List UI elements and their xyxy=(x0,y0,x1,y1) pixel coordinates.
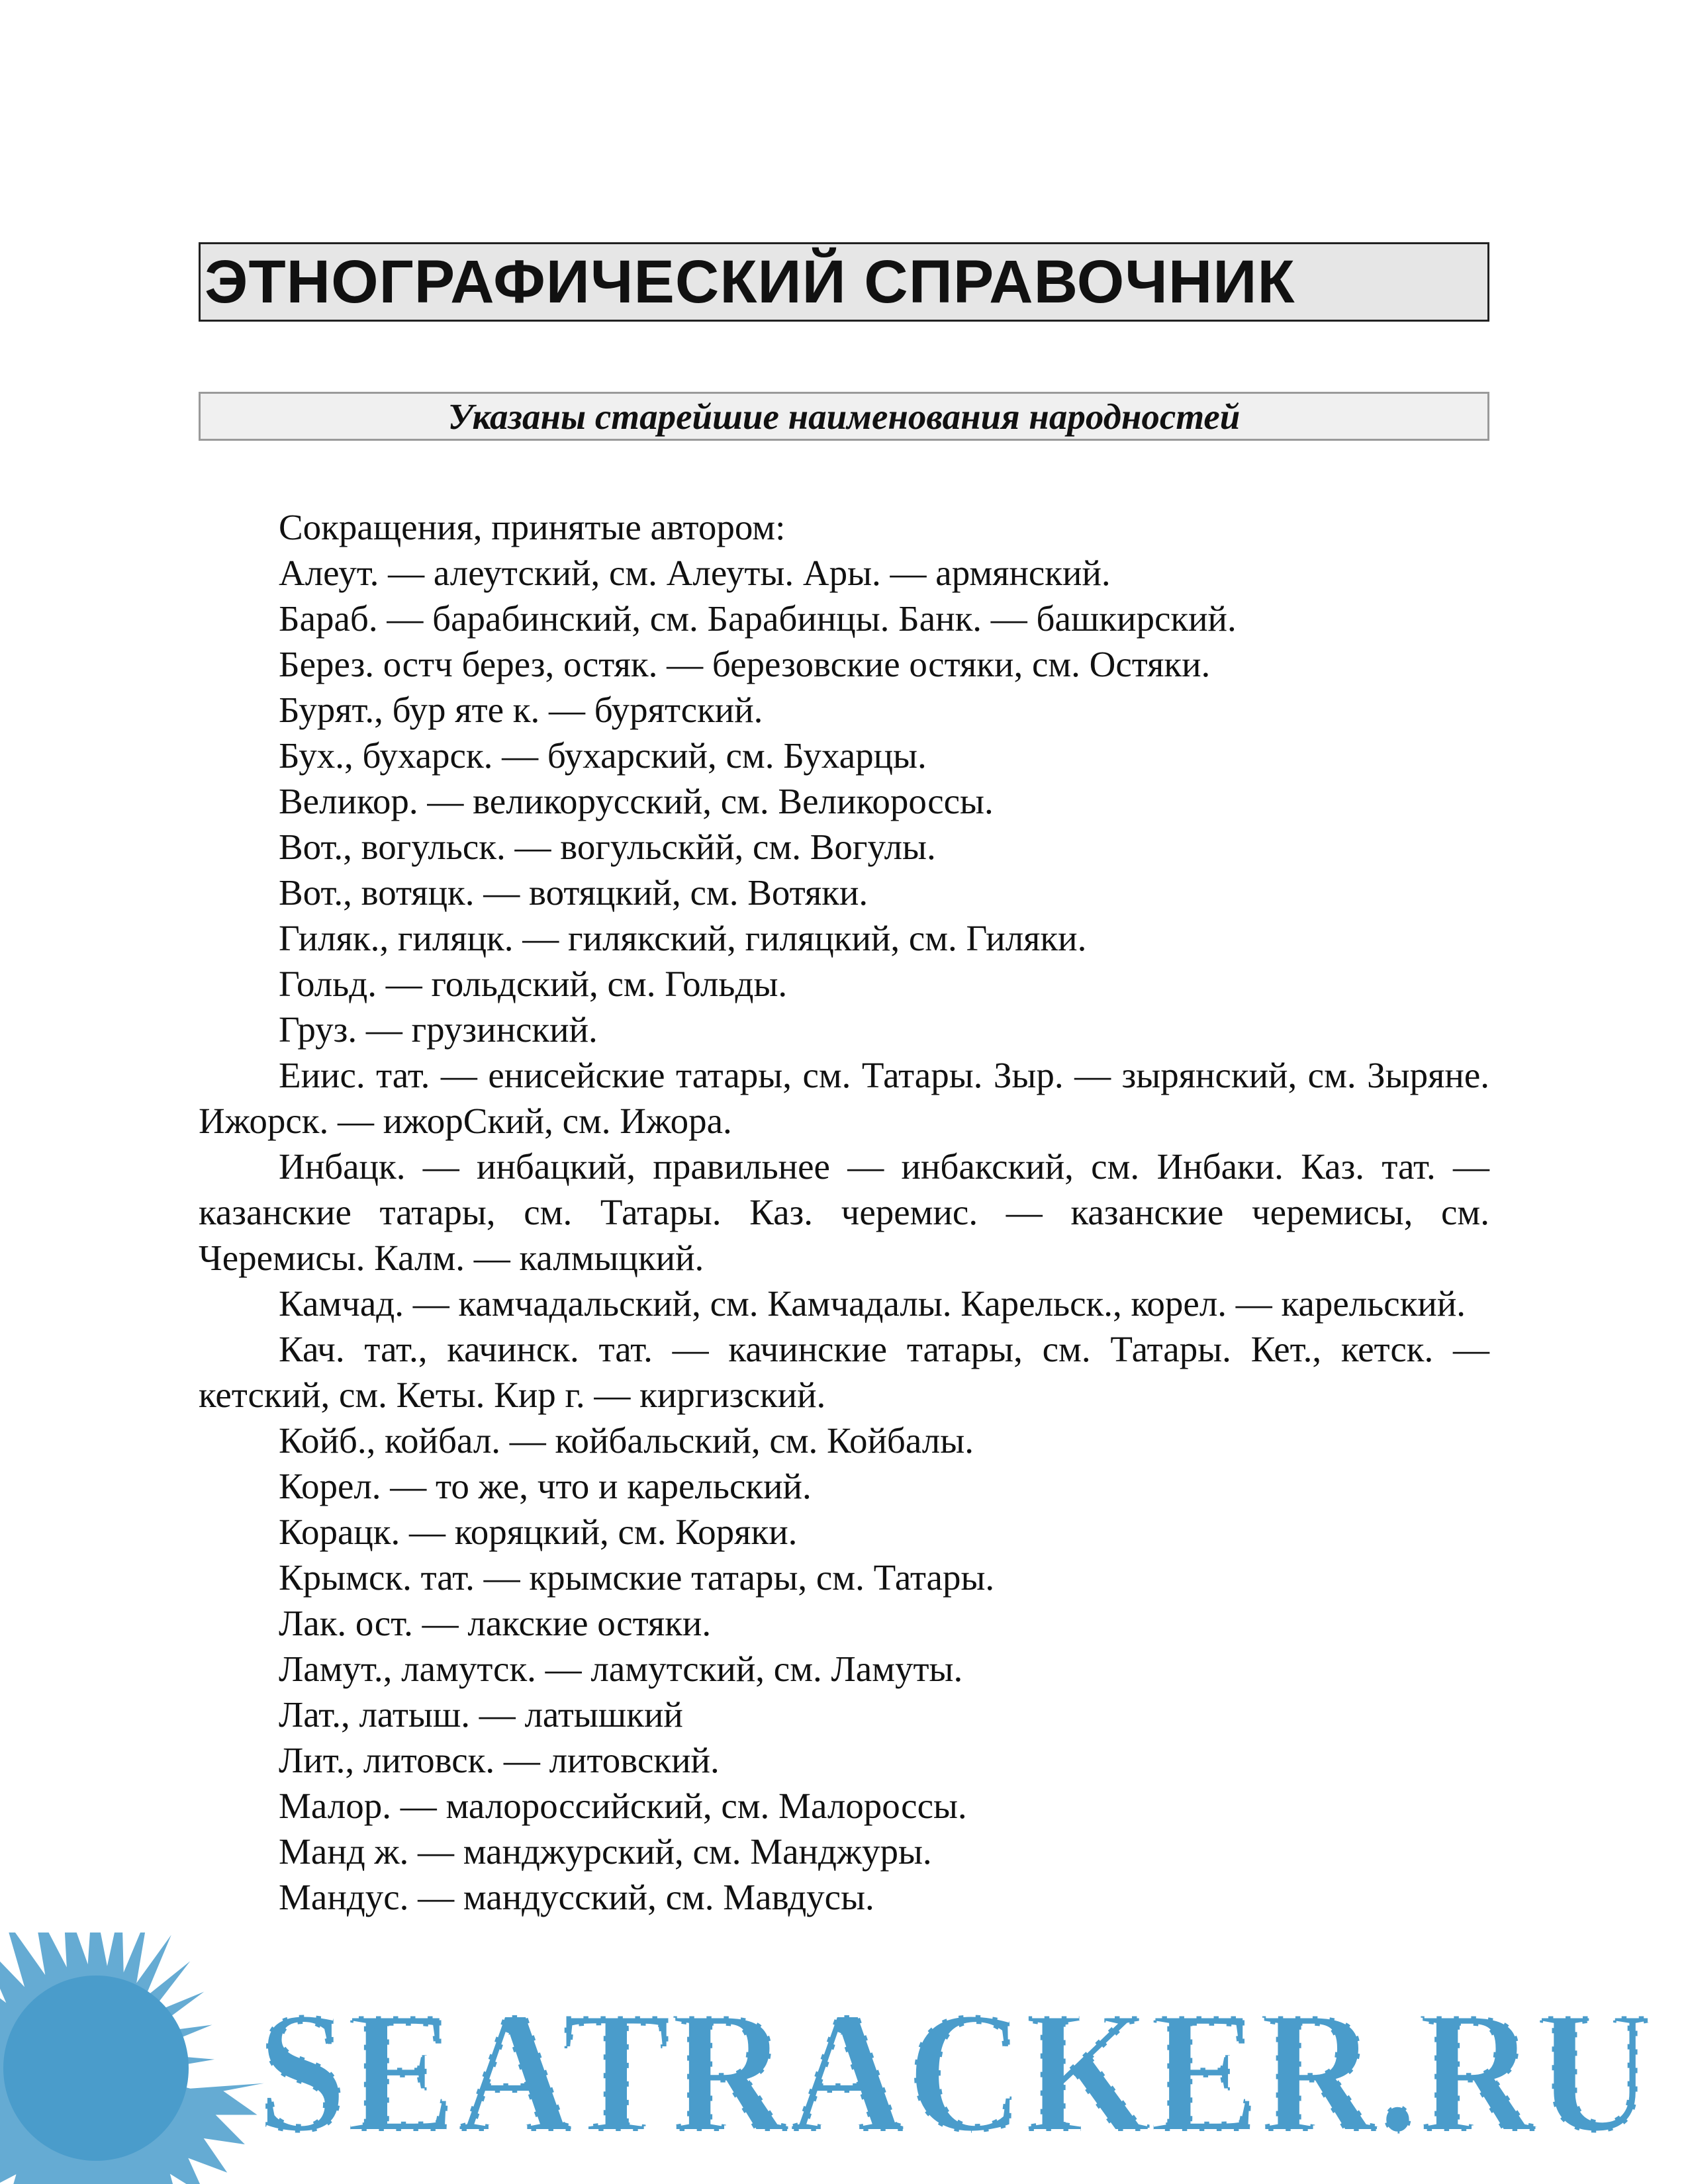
list-item: Великор. — великорусский, см. Великороссы. xyxy=(279,781,994,821)
list-item: Груз. — грузинский. xyxy=(279,1009,598,1050)
watermark xyxy=(0,1933,1688,2184)
list-item: Гиляк., гиляцк. — гилякский, гиляцкий, см. Гиляки. xyxy=(279,918,1087,958)
list-item: Лак. ост. — лакские остяки. xyxy=(279,1603,712,1643)
watermark-text: SEATRACKER.RU xyxy=(257,1976,1654,2169)
list-item: Крымск. тат. — крымские татары, см. Татары. xyxy=(279,1557,995,1598)
list-item: Ламут., ламутск. — ламутский, см. Ламуты. xyxy=(279,1649,963,1689)
list-item: Инбацк. — инбацкий, правильнее — инбакский, см. Инбаки. Каз. тат. — казанские татары, см. Татары. Каз. черемис. — казанские черемисы, см. Черемисы. Калм. — калмыцкий. xyxy=(199,1146,1489,1278)
page-title: ЭТНОГРАФИЧЕСКИЙ СПРАВОЧНИК xyxy=(205,248,1295,316)
list-item: Лит., литовск. — литовский. xyxy=(279,1740,720,1780)
list-item: Бараб. — барабинский, см. Барабинцы. Банк. — башкирский. xyxy=(279,598,1237,639)
title-box xyxy=(199,242,1489,322)
list-item: Гольд. — гольдский, см. Гольды. xyxy=(279,964,788,1004)
list-item: Берез. остч берез, остяк. — березовские остяки, см. Остяки. xyxy=(279,644,1211,684)
list-item: Бурят., бур яте к. — бурятский. xyxy=(279,690,763,730)
list-item: Корацк. — коряцкий, см. Коряки. xyxy=(279,1512,798,1552)
list-intro: Сокращения, принятые автором: xyxy=(279,507,786,547)
list-item: Кач. тат., качинск. тат. — качинские татары, см. Татары. Кет., кетск. — кетский, см. Кеты. Кир г. — киргизский. xyxy=(199,1329,1489,1415)
list-item: Манд ж. — манджурский, см. Манджуры. xyxy=(279,1831,932,1872)
list-item: Корел. — то же, что и карельский. xyxy=(279,1466,812,1506)
page-subtitle: Указаны старейшие наименования народностей xyxy=(447,396,1241,437)
subtitle-box xyxy=(199,392,1489,441)
sun-icon xyxy=(0,1933,264,2184)
list-item: Алеут. — алеутский, см. Алеуты. Ары. — армянский. xyxy=(279,553,1111,593)
list-item: Мандус. — мандусский, см. Мавдусы. xyxy=(279,1877,874,1917)
list-item: Еиис. тат. — енисейские татары, см. Татары. Зыр. — зырянский, см. Зыряне. Ижорск. — ижорСкий, см. Ижора. xyxy=(199,1055,1489,1141)
list-item: Лат., латыш. — латышкий xyxy=(279,1694,683,1735)
list-item: Вот., вотяцк. — вотяцкий, см. Вотяки. xyxy=(279,872,868,913)
list-item: Малор. — малороссийский, см. Малороссы. xyxy=(279,1786,967,1826)
list-item: Койб., койбал. — койбальский, см. Койбалы. xyxy=(279,1420,974,1461)
list-item: Бух., бухарск. — бухарский, см. Бухарцы. xyxy=(279,735,927,776)
list-item: Вот., вогульск. — вогульскйй, см. Вогулы. xyxy=(279,827,936,867)
watermark-graphic xyxy=(0,1933,1688,2184)
list-item: Камчад. — камчадальский, см. Камчадалы. Карельск., корел. — карельский. xyxy=(279,1283,1466,1324)
horizon-band xyxy=(0,2068,212,2184)
abbreviation-list xyxy=(199,504,1489,1920)
